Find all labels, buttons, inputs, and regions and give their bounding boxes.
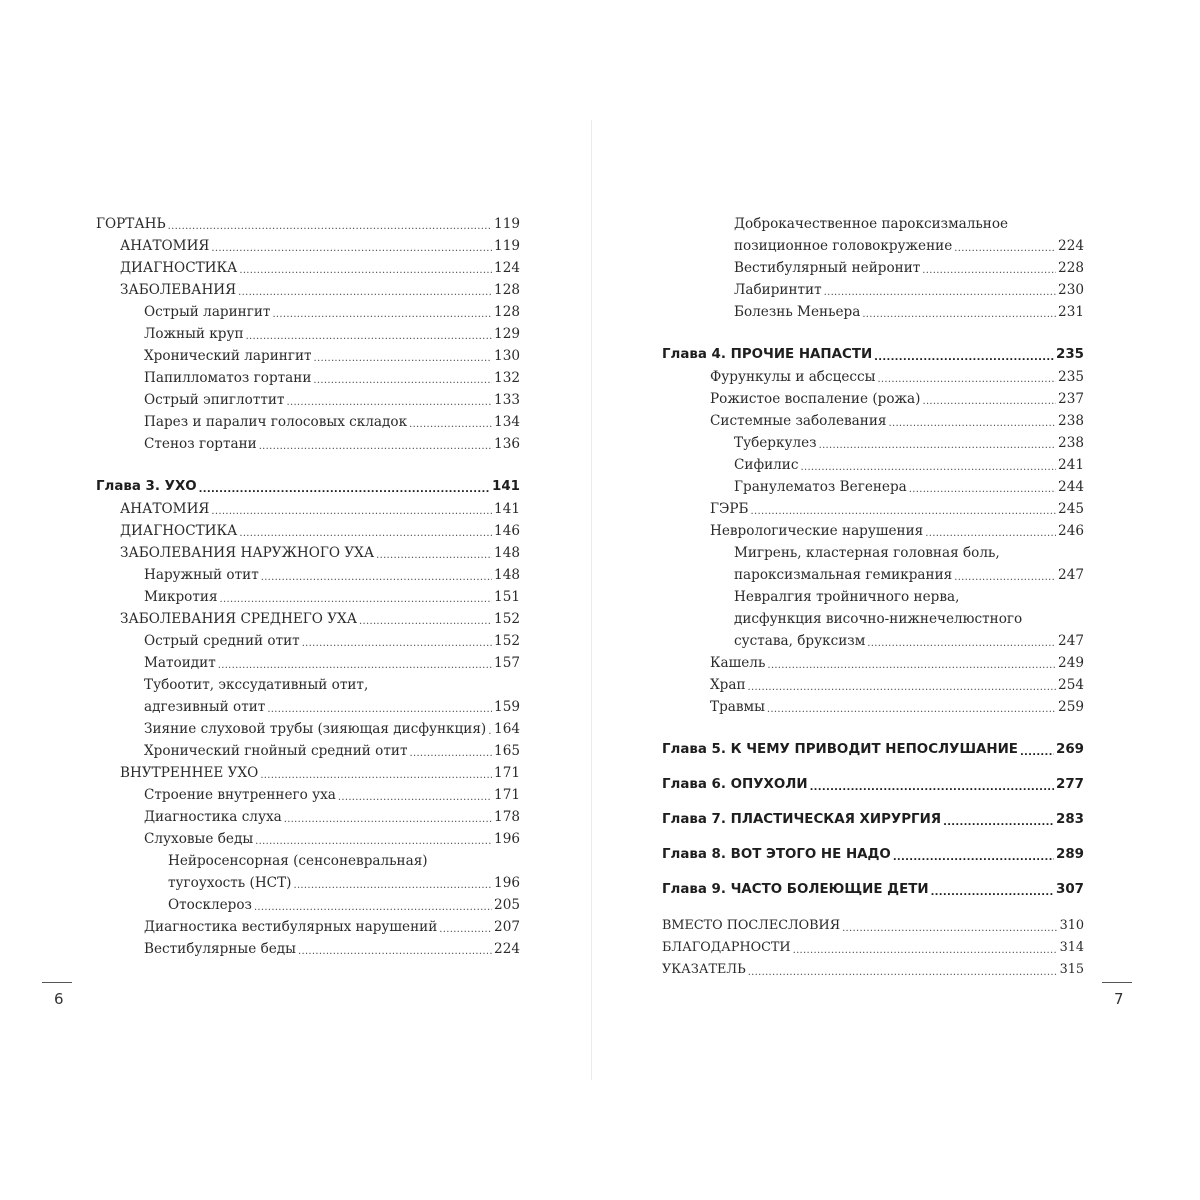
- gutter-divider: [591, 120, 592, 1080]
- toc-page-number: 224: [1058, 238, 1084, 254]
- toc-page-number: 244: [1058, 479, 1084, 495]
- toc-title: ДИАГНОСТИКА: [120, 523, 238, 539]
- toc-entry: [96, 630, 520, 652]
- toc-entry-continued: [662, 586, 1084, 608]
- toc-title: Глава 3. УХО: [96, 479, 197, 494]
- dot-leader: [439, 922, 492, 938]
- toc-title: ВМЕСТО ПОСЛЕСЛОВИЯ: [662, 918, 841, 933]
- toc-page-number: 152: [494, 633, 520, 649]
- toc-entry: [96, 872, 520, 894]
- toc-page-number: 134: [494, 414, 520, 430]
- toc-section: [96, 520, 520, 542]
- dot-leader: [922, 263, 1056, 279]
- toc-entry-continued: [662, 542, 1084, 564]
- dot-leader: [314, 351, 493, 367]
- toc-entry: [96, 564, 520, 586]
- toc-backmatter: [662, 959, 1084, 981]
- toc-page-number: 141: [492, 479, 520, 494]
- toc-page-number: 171: [494, 765, 520, 781]
- dot-leader: [246, 329, 492, 345]
- dot-leader: [254, 900, 492, 916]
- toc-title: Рожистое воспаление (рожа): [710, 391, 921, 407]
- dot-leader: [260, 768, 492, 784]
- toc-page-number: 247: [1058, 567, 1084, 583]
- dot-leader: [925, 526, 1056, 542]
- toc-page-number: 164: [494, 721, 520, 737]
- toc-title: Доброкачественное пароксизмальное: [734, 216, 1009, 232]
- dot-leader: [211, 504, 492, 520]
- toc-title: Диагностика слуха: [144, 809, 282, 825]
- toc-page-number: 159: [494, 699, 520, 715]
- dot-leader: [767, 702, 1056, 718]
- toc-section: [96, 762, 520, 784]
- toc-title: БЛАГОДАРНОСТИ: [662, 940, 791, 955]
- toc-title: Стеноз гортани: [144, 436, 257, 452]
- toc-page-number: 148: [494, 545, 520, 561]
- toc-section: [96, 542, 520, 564]
- toc-entry: [662, 520, 1084, 542]
- toc-title: ГОРТАНЬ: [96, 216, 166, 232]
- toc-title: АНАТОМИЯ: [120, 501, 210, 517]
- dot-leader: [842, 921, 1058, 937]
- toc-page-number: 133: [494, 392, 520, 408]
- toc-page-number: 224: [494, 941, 520, 957]
- toc-page-number: 119: [494, 238, 520, 254]
- toc-entry: [662, 432, 1084, 454]
- toc-page-number: 178: [494, 809, 520, 825]
- toc-title: Глава 7. ПЛАСТИЧЕСКАЯ ХИРУРГИЯ: [662, 812, 942, 827]
- toc-entry: [96, 586, 520, 608]
- dot-leader: [239, 526, 492, 542]
- toc-entry: [662, 366, 1084, 388]
- right-page: [662, 213, 1084, 981]
- toc-page-number: 141: [494, 501, 520, 517]
- toc-page-number: 165: [494, 743, 520, 759]
- toc-chapter: [662, 739, 1084, 761]
- toc-title: ЗАБОЛЕВАНИЯ: [120, 282, 237, 298]
- dot-leader: [261, 570, 492, 586]
- toc-section: [96, 213, 520, 235]
- toc-entry: [662, 652, 1084, 674]
- toc-title: Вестибулярные беды: [144, 941, 296, 957]
- toc-entry: [96, 894, 520, 916]
- toc-entry: [96, 367, 520, 389]
- toc-section: [96, 257, 520, 279]
- toc-title: Тубоотит, экссудативный отит,: [144, 677, 369, 693]
- toc-title: Невралгия тройничного нерва,: [734, 589, 960, 605]
- toc-title: адгезивный отит: [144, 699, 266, 715]
- dot-leader: [748, 965, 1058, 981]
- toc-entry: [662, 257, 1084, 279]
- dot-leader: [255, 834, 492, 850]
- dot-leader: [359, 614, 492, 630]
- toc-page-number: 314: [1059, 940, 1084, 955]
- toc-chapter: [662, 344, 1084, 366]
- toc-chapter: [662, 809, 1084, 831]
- toc-title: Слуховые беды: [144, 831, 254, 847]
- toc-page-number: 237: [1058, 391, 1084, 407]
- dot-leader: [338, 790, 492, 806]
- toc-title: ВНУТРЕННЕЕ УХО: [120, 765, 259, 781]
- toc-entry: [96, 433, 520, 455]
- toc-chapter: [96, 476, 520, 498]
- dot-leader: [800, 460, 1056, 476]
- dot-leader: [238, 285, 492, 301]
- toc-page-number: 283: [1056, 812, 1084, 827]
- toc-page-number: 136: [494, 436, 520, 452]
- toc-title: ЗАБОЛЕВАНИЯ НАРУЖНОГО УХА: [120, 545, 375, 561]
- dot-leader: [220, 592, 493, 608]
- toc-entry: [96, 740, 520, 762]
- toc-page-number: 235: [1056, 347, 1084, 362]
- toc-title: Сифилис: [734, 457, 799, 473]
- dot-leader: [751, 504, 1057, 520]
- toc-entry: [662, 279, 1084, 301]
- dot-leader: [824, 285, 1056, 301]
- toc-title: Травмы: [710, 699, 765, 715]
- folio-rule-right: [1102, 982, 1132, 983]
- toc-page-number: 124: [494, 260, 520, 276]
- toc-entry: [96, 784, 520, 806]
- dot-leader: [218, 658, 492, 674]
- toc-title: Гранулематоз Вегенера: [734, 479, 907, 495]
- dot-leader: [874, 350, 1054, 366]
- dot-leader: [867, 636, 1056, 652]
- toc-page-number: 238: [1058, 435, 1084, 451]
- toc-title: Глава 5. К ЧЕМУ ПРИВОДИТ НЕПОСЛУШАНИЕ: [662, 742, 1018, 757]
- folio-rule-left: [42, 982, 72, 983]
- toc-chapter: [662, 879, 1084, 901]
- toc-title: пароксизмальная гемикрания: [734, 567, 953, 583]
- toc-section: [96, 235, 520, 257]
- toc-page-number: 254: [1058, 677, 1084, 693]
- toc-page-number: 235: [1058, 369, 1084, 385]
- toc-entry: [96, 652, 520, 674]
- toc-entry: [662, 235, 1084, 257]
- toc-entry: [662, 454, 1084, 476]
- toc-page-number: 246: [1058, 523, 1084, 539]
- page-number-left: 6: [54, 990, 64, 1008]
- toc-entry: [96, 411, 520, 433]
- toc-entry: [96, 806, 520, 828]
- dot-leader: [1020, 745, 1054, 761]
- toc-entry: [96, 301, 520, 323]
- dot-leader: [199, 482, 490, 498]
- toc-entry-continued: [662, 608, 1084, 630]
- dot-leader: [298, 944, 492, 960]
- toc-section: [96, 608, 520, 630]
- toc-entry: [662, 630, 1084, 652]
- toc-entry: [662, 696, 1084, 718]
- dot-leader: [888, 416, 1056, 432]
- toc-title: Неврологические нарушения: [710, 523, 924, 539]
- left-page: [96, 213, 520, 960]
- dot-leader: [409, 417, 492, 433]
- dot-leader: [272, 307, 492, 323]
- toc-page-number: 152: [494, 611, 520, 627]
- toc-entry: [662, 476, 1084, 498]
- toc-title: Парез и паралич голосовых складок: [144, 414, 408, 430]
- toc-title: Зияние слуховой трубы (зияющая дисфункция): [144, 721, 487, 737]
- toc-title: Кашель: [710, 655, 766, 671]
- dot-leader: [488, 724, 492, 740]
- dot-leader: [211, 241, 492, 257]
- toc-title: Наружный отит: [144, 567, 259, 583]
- dot-leader: [943, 815, 1054, 831]
- toc-title: Диагностика вестибулярных нарушений: [144, 919, 438, 935]
- toc-entry: [96, 345, 520, 367]
- toc-title: Мигрень, кластерная головная боль,: [734, 545, 1000, 561]
- dot-leader: [302, 636, 492, 652]
- toc-title: дисфункция височно-нижнечелюстного: [734, 611, 1023, 627]
- dot-leader: [267, 702, 492, 718]
- toc-title: Системные заболевания: [710, 413, 887, 429]
- toc-title: Матоидит: [144, 655, 216, 671]
- dot-leader: [767, 658, 1056, 674]
- page-number-right: 7: [1114, 990, 1124, 1008]
- toc-entry: [662, 674, 1084, 696]
- toc-title: Микротия: [144, 589, 218, 605]
- toc-backmatter: [662, 937, 1084, 959]
- dot-leader: [931, 885, 1054, 901]
- toc-page-number: 310: [1059, 918, 1084, 933]
- dot-leader: [313, 373, 492, 389]
- toc-title: ДИАГНОСТИКА: [120, 260, 238, 276]
- toc-chapter: [662, 774, 1084, 796]
- toc-backmatter: [662, 915, 1084, 937]
- toc-section: [96, 279, 520, 301]
- dot-leader: [810, 780, 1054, 796]
- toc-page-number: 231: [1058, 304, 1084, 320]
- toc-page-number: 205: [494, 897, 520, 913]
- toc-page-number: 241: [1058, 457, 1084, 473]
- toc-entry: [662, 301, 1084, 323]
- toc-title: Хронический ларингит: [144, 348, 312, 364]
- dot-leader: [954, 241, 1056, 257]
- dot-leader: [819, 438, 1056, 454]
- toc-section: [96, 498, 520, 520]
- toc-entry: [662, 564, 1084, 586]
- toc-list-right: [662, 213, 1084, 981]
- toc-title: позиционное головокружение: [734, 238, 953, 254]
- toc-page-number: 171: [494, 787, 520, 803]
- toc-page-number: 146: [494, 523, 520, 539]
- dot-leader: [922, 394, 1056, 410]
- toc-page-number: 315: [1059, 962, 1084, 977]
- toc-title: Глава 8. ВОТ ЭТОГО НЕ НАДО: [662, 847, 891, 862]
- toc-title: сустава, бруксизм: [734, 633, 866, 649]
- toc-title: Болезнь Меньера: [734, 304, 861, 320]
- toc-entry: [96, 938, 520, 960]
- toc-page-number: 230: [1058, 282, 1084, 298]
- toc-page-number: 289: [1056, 847, 1084, 862]
- toc-title: Хронический гнойный средний отит: [144, 743, 408, 759]
- toc-page-number: 207: [494, 919, 520, 935]
- toc-chapter: [662, 844, 1084, 866]
- dot-leader: [409, 746, 492, 762]
- dot-leader: [259, 439, 492, 455]
- toc-title: АНАТОМИЯ: [120, 238, 210, 254]
- toc-page-number: 307: [1056, 882, 1084, 897]
- toc-entry-continued: [96, 850, 520, 872]
- toc-title: Вестибулярный нейронит: [734, 260, 921, 276]
- toc-title: Глава 4. ПРОЧИЕ НАПАСТИ: [662, 347, 873, 362]
- toc-entry: [96, 323, 520, 345]
- toc-entry: [662, 410, 1084, 432]
- toc-title: УКАЗАТЕЛЬ: [662, 962, 746, 977]
- toc-title: Нейросенсорная (сенсоневральная): [168, 853, 428, 869]
- dot-leader: [286, 395, 492, 411]
- toc-entry: [662, 498, 1084, 520]
- dot-leader: [168, 219, 492, 235]
- toc-entry: [662, 388, 1084, 410]
- dot-leader: [239, 263, 492, 279]
- toc-title: Туберкулез: [734, 435, 817, 451]
- toc-title: Лабиринтит: [734, 282, 822, 298]
- dot-leader: [893, 850, 1054, 866]
- toc-title: ЗАБОЛЕВАНИЯ СРЕДНЕГО УХА: [120, 611, 358, 627]
- toc-page-number: 228: [1058, 260, 1084, 276]
- dot-leader: [376, 548, 492, 564]
- toc-title: тугоухость (НСТ): [168, 875, 292, 891]
- toc-entry-continued: [96, 674, 520, 696]
- dot-leader: [293, 878, 492, 894]
- toc-entry: [96, 718, 520, 740]
- toc-page-number: 238: [1058, 413, 1084, 429]
- toc-page-number: 119: [494, 216, 520, 232]
- toc-page-number: 249: [1058, 655, 1084, 671]
- toc-title: Острый эпиглоттит: [144, 392, 285, 408]
- dot-leader: [954, 570, 1056, 586]
- toc-title: Храп: [710, 677, 746, 693]
- dot-leader: [862, 307, 1056, 323]
- toc-entry: [96, 389, 520, 411]
- toc-entry-continued: [662, 213, 1084, 235]
- toc-title: Глава 6. ОПУХОЛИ: [662, 777, 808, 792]
- toc-title: Фурункулы и абсцессы: [710, 369, 876, 385]
- toc-title: Строение внутреннего уха: [144, 787, 336, 803]
- dot-leader: [793, 943, 1058, 959]
- toc-page-number: 148: [494, 567, 520, 583]
- toc-page-number: 196: [494, 831, 520, 847]
- toc-page-number: 132: [494, 370, 520, 386]
- toc-entry: [96, 916, 520, 938]
- toc-page-number: 259: [1058, 699, 1084, 715]
- toc-page-number: 269: [1056, 742, 1084, 757]
- toc-page-number: 157: [494, 655, 520, 671]
- toc-page-number: 247: [1058, 633, 1084, 649]
- dot-leader: [877, 372, 1056, 388]
- toc-title: ГЭРБ: [710, 501, 749, 517]
- dot-leader: [909, 482, 1056, 498]
- toc-title: Папилломатоз гортани: [144, 370, 312, 386]
- toc-title: Ложный круп: [144, 326, 244, 342]
- toc-page-number: 196: [494, 875, 520, 891]
- toc-page-number: 128: [494, 282, 520, 298]
- toc-page-number: 277: [1056, 777, 1084, 792]
- toc-page-number: 129: [494, 326, 520, 342]
- toc-page-number: 245: [1058, 501, 1084, 517]
- dot-leader: [748, 680, 1057, 696]
- toc-title: Отосклероз: [168, 897, 252, 913]
- toc-title: Острый средний отит: [144, 633, 300, 649]
- toc-page-number: 151: [494, 589, 520, 605]
- toc-list-left: [96, 213, 520, 960]
- toc-title: Глава 9. ЧАСТО БОЛЕЮЩИЕ ДЕТИ: [662, 882, 929, 897]
- toc-page-number: 130: [494, 348, 520, 364]
- toc-entry: [96, 696, 520, 718]
- toc-page-number: 128: [494, 304, 520, 320]
- dot-leader: [284, 812, 492, 828]
- toc-entry: [96, 828, 520, 850]
- toc-title: Острый ларингит: [144, 304, 271, 320]
